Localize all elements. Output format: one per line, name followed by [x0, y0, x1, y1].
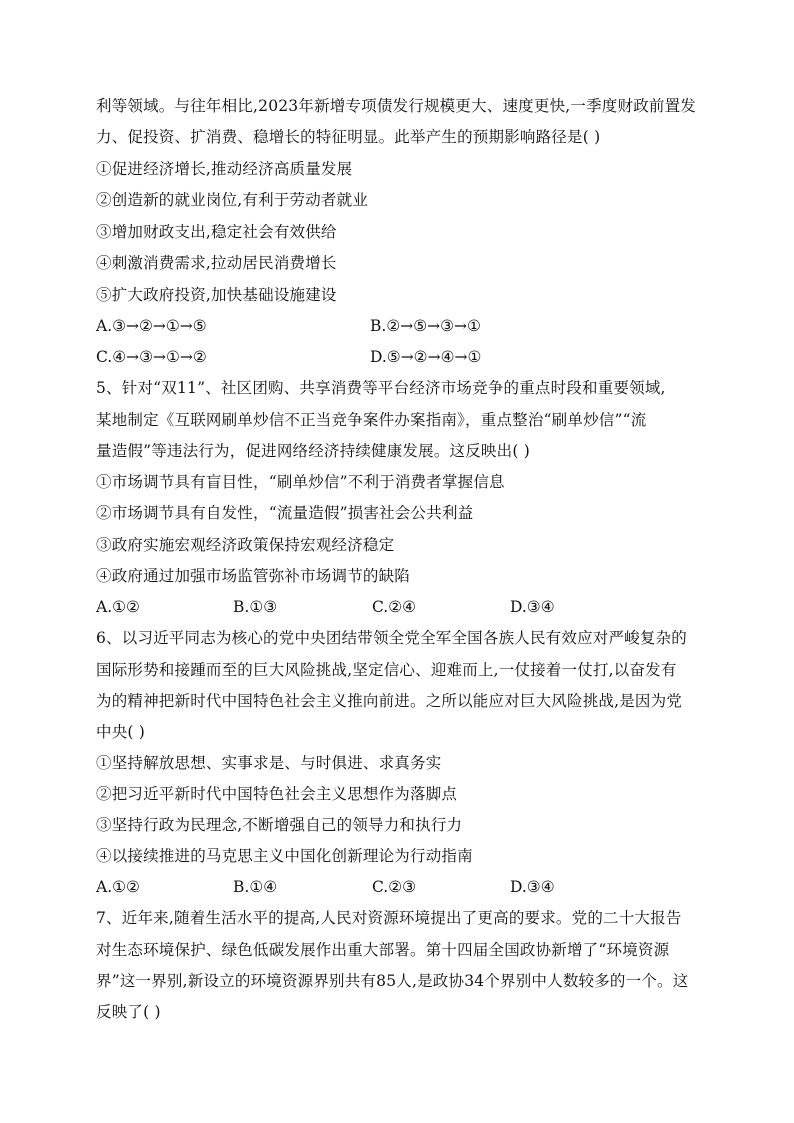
q6-item-1: ①坚持解放思想、实事求是、与时俱进、求真务实: [96, 754, 442, 772]
q4-item-2: ②创造新的就业岗位,有利于劳动者就业: [96, 191, 369, 209]
q5-option-a: A.①②: [96, 598, 140, 616]
q4-option-a: A.③→②→①→⑤: [96, 317, 207, 335]
q6-stem-line-1: 6、以习近平同志为核心的党中央团结带领全党全军全国各族人民有效应对严峻复杂的: [96, 629, 687, 647]
q5-item-3: ③政府实施宏观经济政策保持宏观经济稳定: [96, 536, 395, 554]
q5-stem-line-3: 量造假”等违法行为，促进网络经济持续健康发展。这反映出( ): [96, 442, 530, 460]
q4-stem-line-1: 利等领域。与往年相比,2023年新增专项债发行规模更大、速度更快,一季度财政前置发: [96, 97, 697, 115]
q4-item-4: ④刺激消费需求,拉动居民消费增长: [96, 254, 337, 272]
q7-stem-line-4: 反映了( ): [96, 1003, 161, 1021]
q4-item-1: ①促进经济增长,推动经济高质量发展: [96, 160, 353, 178]
q6-stem-line-3: 为的精神把新时代中国特色社会主义推向前进。之所以能应对巨大风险挑战,是因为党: [96, 692, 683, 710]
q5-item-1: ①市场调节具有盲目性，“刷单炒信”不利于消费者掌握信息: [96, 473, 505, 491]
q4-item-3: ③增加财政支出,稳定社会有效供给: [96, 223, 337, 241]
q7-stem-line-2: 对生态环境保护、绿色低碳发展作出重大部署。第十四届全国政协新增了“环境资源: [96, 941, 670, 959]
q4-option-d: D.⑤→②→④→①: [370, 348, 482, 366]
q6-option-a: A.①②: [96, 878, 140, 896]
q5-option-b: B.①③: [233, 598, 278, 616]
q6-option-d: D.③④: [510, 878, 555, 896]
q6-item-2: ②把习近平新时代中国特色社会主义思想作为落脚点: [96, 785, 458, 803]
q7-stem-line-1: 7、近年来,随着生活水平的提高,人民对资源环境提出了更高的要求。党的二十大报告: [96, 909, 682, 927]
q6-stem-line-2: 国际形势和接踵而至的巨大风险挑战,坚定信心、迎难而上,一仗接着一仗打,以奋发有: [96, 661, 677, 679]
q5-item-2: ②市场调节具有自发性，“流量造假”损害社会公共利益: [96, 504, 474, 522]
q6-option-c: C.②③: [372, 878, 417, 896]
q4-option-c: C.④→③→①→②: [96, 348, 207, 366]
q6-stem-line-4: 中央( ): [96, 723, 146, 741]
q5-stem-line-2: 某地制定《互联网刷单炒信不正当竞争案件办案指南》，重点整治“刷单炒信”“流: [96, 411, 647, 429]
q7-stem-line-3: 界”这一界别,新设立的环境资源界别共有85人,是政协34个界别中人数较多的一个。这: [96, 972, 689, 990]
q5-option-d: D.③④: [510, 598, 555, 616]
q6-item-4: ④以接续推进的马克思主义中国化创新理论为行动指南: [96, 847, 473, 865]
q5-item-4: ④政府通过加强市场监管弥补市场调节的缺陷: [96, 567, 411, 585]
q4-stem-line-2: 力、促投资、扩消费、稳增长的特征明显。此举产生的预期影响路径是( ): [96, 128, 601, 146]
q6-item-3: ③坚持行政为民理念,不断增强自己的领导力和执行力: [96, 816, 463, 834]
q4-option-b: B.②→⑤→③→①: [370, 317, 481, 335]
q4-item-5: ⑤扩大政府投资,加快基础设施建设: [96, 286, 337, 304]
q5-stem-line-1: 5、针对“双11”、社区团购、共享消费等平台经济市场竞争的重点时段和重要领域,: [96, 379, 666, 397]
q6-option-b: B.①④: [233, 878, 278, 896]
q5-option-c: C.②④: [372, 598, 417, 616]
